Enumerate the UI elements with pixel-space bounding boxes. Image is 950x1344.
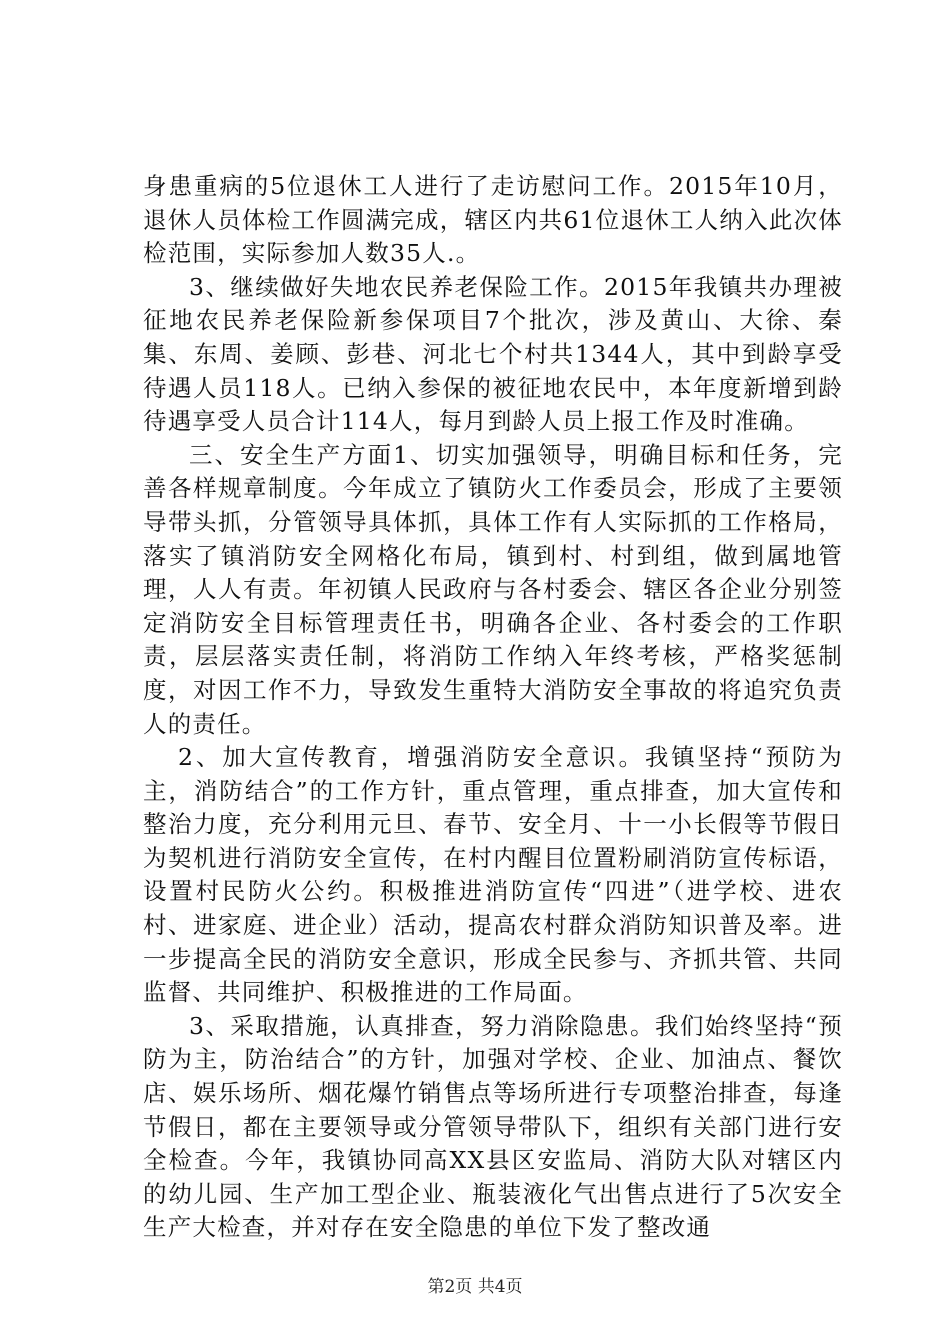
paragraph-safety-leadership: 三、安全生产方面1、切实加强领导，明确目标和任务，完善各样规章制度。今年成立了镇防火工作委员会，形成了主要领导带头抓，分管领导具体抓，具体工作有人实际抓的工作格局，落实了镇消防安全网格化布局，镇到村、村到组，做到属地管理，人人有责。年初镇人民政府与各村委会、辖区各企业分别签定消防安全目标管理责任书，明确各企业、各村委会的工作职责，层层落实责任制，将消防工作纳入年终考核，严格奖惩制度，对因工作不力，导致发生重特大消防安全事故的将追究负责人的责任。 (143, 440, 843, 738)
page-footer: 第2页 共4页 (427, 1277, 523, 1297)
paragraph-hazard-inspection: 3、采取措施，认真排查，努力消除隐患。我们始终坚持“预防为主，防治结合”的方针，加强对学校、企业、加油点、餐饮店、娱乐场所、烟花爆竹销售点等场所进行专项整治排查，每逢节假日，都在主要领导或分管领导带队下，组织有关部门进行安全检查。今年，我镇协同高XX县区安监局、消防大队对辖区内的幼儿园、生产加工型企业、瓶装液化气出售点进行了5次安全生产大检查，并对存在安全隐患的单位下发了整改通 (143, 1011, 843, 1242)
paragraph-fire-publicity: 2、加大宣传教育，增强消防安全意识。我镇坚持“预防为主，消防结合”的工作方针，重点管理，重点排查，加大宣传和整治力度，充分利用元旦、春节、安全月、十一小长假等节假日为契机进行消防安全宣传，在村内醒目位置粉刷消防宣传标语，设置村民防火公约。积极推进消防宣传“四进”（进学校、进农村、进家庭、进企业）活动，提高农村群众消防知识普及率。进一步提高全民的消防安全意识，形成全民参与、齐抓共管、共同监督、共同维护、积极推进的工作局面。 (143, 743, 843, 1007)
paragraph-land-pension: 3、继续做好失地农民养老保险工作。2015年我镇共办理被征地农民养老保险新参保项目7个批次，涉及黄山、大徐、秦集、东周、姜顾、彭巷、河北七个村共1344人，其中到龄享受待遇人员118人。已纳入参保的被征地农民中，本年度新增到龄待遇享受人员合计114人，每月到龄人员上报工作及时准确。 (143, 272, 843, 436)
paragraph-retiree-visits: 身患重病的5位退休工人进行了走访慰问工作。2015年10月，退休人员体检工作圆满完成，辖区内共61位退休工人纳入此次体检范围，实际参加人数35人.。 (143, 172, 843, 268)
document-body (143, 170, 843, 1245)
